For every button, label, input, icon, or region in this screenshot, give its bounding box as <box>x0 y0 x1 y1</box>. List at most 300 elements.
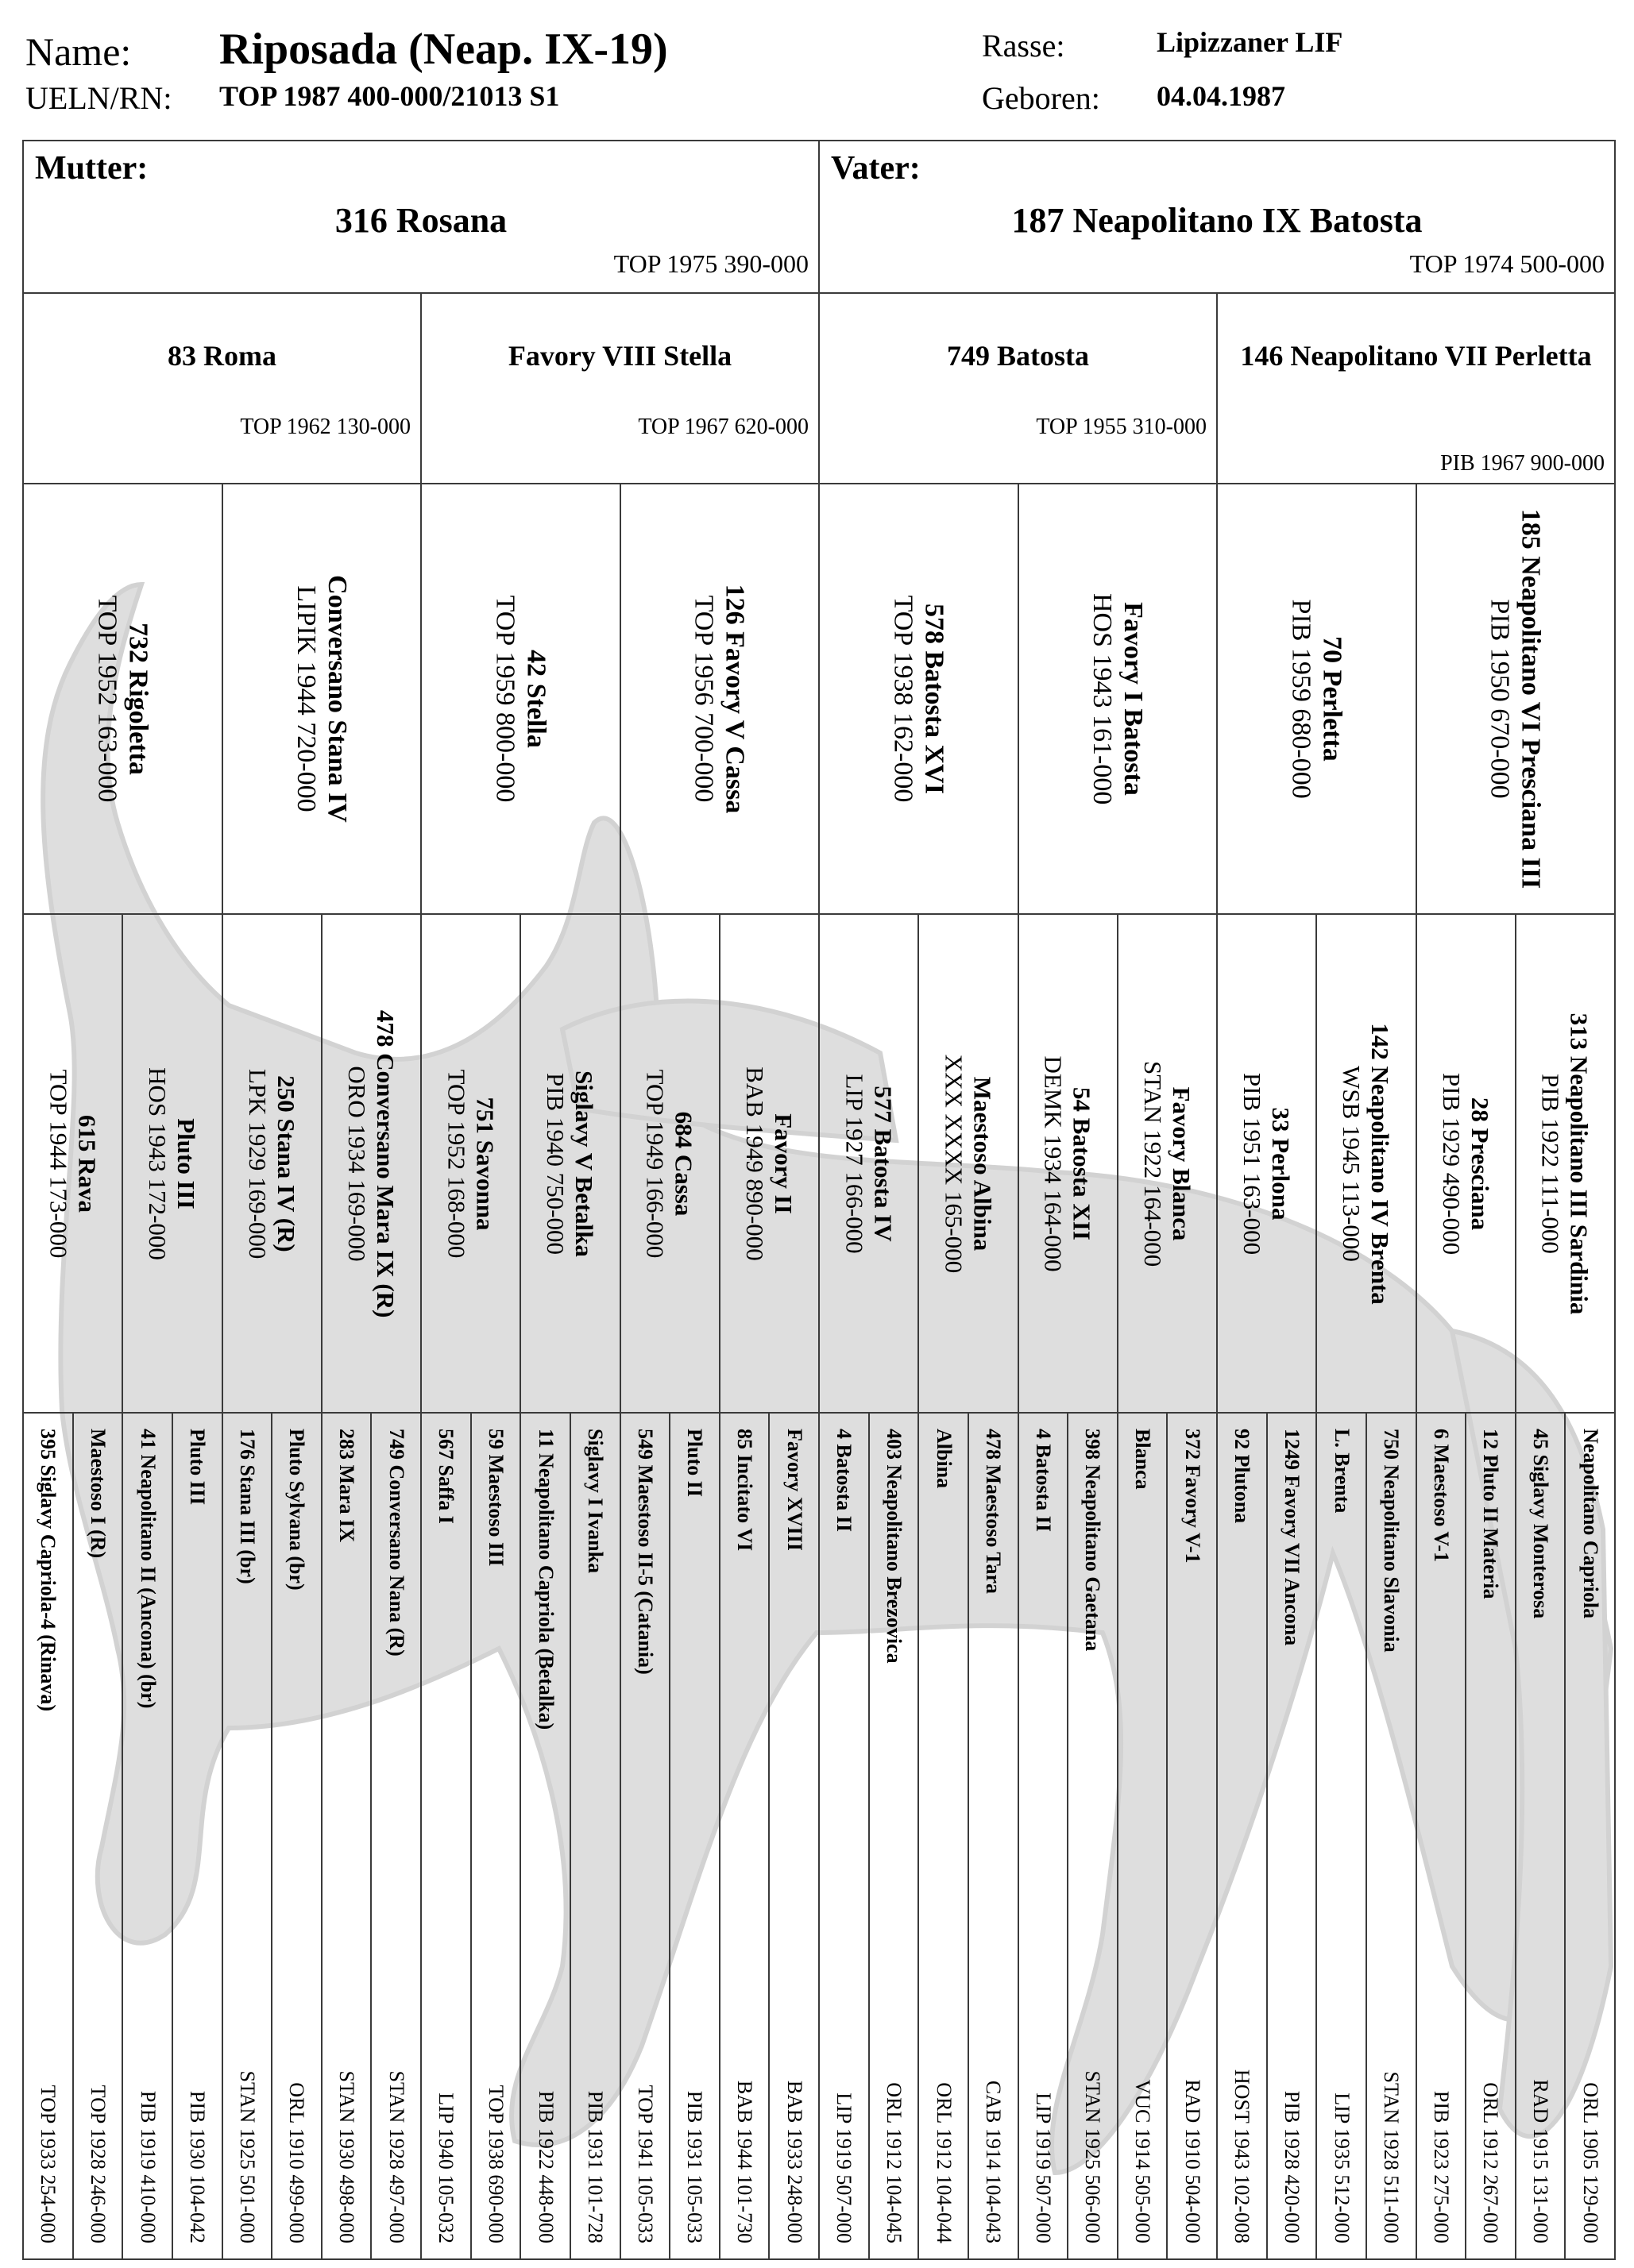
registration-number: LIP 1919 507-000 <box>832 2092 856 2243</box>
gg-grandparent-cell <box>1117 913 1218 1414</box>
entry-text <box>91 596 153 803</box>
entry-text <box>534 1429 558 2243</box>
horse-name: 11 Neapolitano Capriola (Betalka) <box>534 1429 558 1730</box>
ggg-grandparent-cell <box>719 1412 771 2260</box>
rotated-entry <box>244 1069 300 1259</box>
ggg-grandparent-cell <box>72 1412 124 2260</box>
rotated-entry <box>1537 1012 1593 1314</box>
rotated-entry <box>185 1429 209 2243</box>
rotated-entry <box>1528 1429 1552 2243</box>
registration-number: LIP 1919 507-000 <box>1031 2092 1055 2243</box>
horse-name: Maestoso I (R) <box>86 1429 110 1559</box>
horse-name: 6 Maestoso V-1 <box>1429 1429 1453 1563</box>
ggg-grandparent-cell <box>321 1412 373 2260</box>
horse-name: 567 Saffa I <box>435 1429 458 1524</box>
horse-name: 478 Conversano Mara IX (R) <box>371 1009 400 1317</box>
gg-grandparent-cell <box>1515 913 1616 1414</box>
entry-text <box>36 1429 60 2243</box>
entry-text <box>583 1429 607 2243</box>
rotated-entry <box>489 596 551 803</box>
horse-name: Neapolitano Capriola <box>1578 1429 1602 1619</box>
grandparent-reg: TOP 1962 130-000 <box>240 415 411 439</box>
registration-number: VUC 1914 505-000 <box>1131 2079 1155 2243</box>
horse-name: Favory I Batosta <box>1118 602 1148 796</box>
registration-number: PIB 1929 490-000 <box>1437 1072 1466 1255</box>
horse-name: 549 Maestoso II-5 (Catania) <box>633 1429 657 1675</box>
registration-number: LIP 1940 105-032 <box>435 2092 458 2243</box>
rotated-entry <box>1180 1429 1204 2243</box>
ggg-grandparent-cell <box>818 1412 870 2260</box>
entry-text <box>1485 509 1547 889</box>
gg-grandparent-cell <box>1018 913 1118 1414</box>
grandparent-cell <box>22 292 422 484</box>
ggg-grandparent-cell <box>271 1412 323 2260</box>
horse-name: 751 Savonna <box>471 1097 500 1230</box>
horse-name: Conversano Stana IV <box>322 575 352 823</box>
horse-name: 398 Neapolitano Gaetana <box>1081 1429 1105 1652</box>
registration-number: TOP 1952 163-000 <box>92 595 122 803</box>
horse-name: Albina <box>932 1429 956 1489</box>
entry-text <box>44 1069 101 1258</box>
rotated-entry <box>741 1066 798 1261</box>
entry-text <box>633 1429 657 2243</box>
grandparent-reg: TOP 1955 310-000 <box>1036 415 1207 439</box>
name-label: Name: <box>25 29 132 74</box>
ggg-grandparent-cell <box>1416 1412 1467 2260</box>
registration-number: XXX XXXX 165-000 <box>940 1054 968 1273</box>
ggg-grandparent-cell <box>1216 1412 1268 2260</box>
registration-number: PIB 1951 163-000 <box>1238 1072 1267 1255</box>
registration-number: STAN 1922 164-000 <box>1139 1060 1168 1267</box>
rotated-entry <box>1087 593 1149 804</box>
registration-number: LPK 1929 169-000 <box>243 1068 272 1259</box>
rotated-entry <box>384 1429 408 2243</box>
registration-number: TOP 1949 166-000 <box>641 1069 670 1258</box>
registration-number: WSB 1945 113-000 <box>1338 1065 1366 1262</box>
entry-text <box>334 1429 358 2243</box>
registration-number: ORL 1910 499-000 <box>285 2082 309 2243</box>
rotated-entry <box>1130 1429 1154 2243</box>
rotated-entry <box>434 1429 458 2243</box>
breed-label: Rasse: <box>982 28 1065 64</box>
rotated-entry <box>583 1429 607 2243</box>
ggg-grandparent-cell <box>917 1412 969 2260</box>
horse-name: 684 Cassa <box>670 1111 698 1216</box>
ggg-grandparent-cell <box>1018 1412 1069 2260</box>
horse-name: 70 Perletta <box>1317 636 1347 762</box>
rotated-entry <box>542 1070 598 1257</box>
registration-number: HOST 1943 102-008 <box>1230 2069 1254 2243</box>
parent-cell-sire <box>818 140 1616 294</box>
entry-text <box>1437 1073 1493 1255</box>
registration-number: LIP 1935 512-000 <box>1330 2092 1354 2243</box>
registration-number: TOP 1959 800-000 <box>490 595 520 803</box>
registration-number: BAB 1944 101-730 <box>733 2080 757 2243</box>
entry-text <box>1031 1429 1055 2243</box>
registration-number: CAB 1914 104-043 <box>982 2080 1006 2243</box>
dam-name: 316 Rosana <box>334 201 508 240</box>
horse-name: 578 Batosta XVI <box>919 604 949 794</box>
entry-text <box>840 1074 897 1253</box>
entry-text <box>1087 593 1149 804</box>
ueln-label: UELN/RN: <box>25 80 172 116</box>
entry-text <box>291 575 353 823</box>
great-grandparent-cell <box>1018 483 1219 915</box>
horse-name: 4 Batosta II <box>832 1429 856 1533</box>
gg-grandparent-cell <box>321 913 422 1414</box>
registration-number: LIP 1927 166-000 <box>840 1074 869 1254</box>
rotated-entry <box>689 584 751 814</box>
rotated-entry <box>291 575 353 823</box>
great-grandparent-cell <box>1216 483 1417 915</box>
ggg-grandparent-cell <box>1366 1412 1417 2260</box>
breed-value: Lipizzaner LIF <box>1157 26 1343 58</box>
rotated-entry <box>642 1069 698 1258</box>
great-grandparent-cell <box>620 483 821 915</box>
rotated-entry <box>1330 1429 1354 2243</box>
gg-grandparent-cell <box>917 913 1018 1414</box>
rotated-entry <box>932 1429 956 2243</box>
registration-number: RAD 1915 131-000 <box>1529 2079 1553 2243</box>
rotated-entry <box>86 1429 110 2243</box>
horse-name: Maestoso Albina <box>968 1076 997 1251</box>
horse-name: 4 Batosta II <box>1031 1429 1055 1533</box>
registration-number: TOP 1938 690-000 <box>484 2085 508 2243</box>
rotated-entry <box>1379 1429 1403 2243</box>
horse-name: 403 Neapolitano Brezovica <box>882 1429 906 1664</box>
ggg-grandparent-cell <box>669 1412 720 2260</box>
horse-name: 59 Maestoso III <box>484 1429 508 1567</box>
ggg-grandparent-cell <box>370 1412 422 2260</box>
entry-text <box>1338 1023 1394 1305</box>
registration-number: ORO 1934 169-000 <box>343 1065 372 1262</box>
entry-text <box>86 1429 110 2243</box>
horse-name: Favory Blanca <box>1167 1086 1196 1240</box>
rotated-entry <box>1429 1429 1453 2243</box>
gg-grandparent-cell <box>22 913 123 1414</box>
entry-text <box>1139 1061 1196 1267</box>
registration-number: TOP 1944 173-000 <box>44 1069 73 1258</box>
entry-text <box>1280 1429 1304 2243</box>
born-value: 04.04.1987 <box>1157 80 1285 112</box>
registration-number: PIB 1931 101-728 <box>584 2090 608 2243</box>
registration-number: DEMK 1934 164-000 <box>1039 1055 1068 1272</box>
registration-number: ORL 1905 129-000 <box>1578 2082 1602 2243</box>
horse-name: 142 Neapolitano IV Brenta <box>1366 1022 1395 1305</box>
entry-text <box>442 1069 499 1258</box>
horse-name: Pluto III <box>186 1429 210 1506</box>
gg-grandparent-cell <box>420 913 521 1414</box>
rotated-entry <box>91 596 153 803</box>
ggg-grandparent-cell <box>1266 1412 1318 2260</box>
horse-name: 33 Perlona <box>1267 1106 1296 1221</box>
entry-text <box>235 1429 259 2243</box>
sire-name: 187 Neapolitano IX Batosta <box>1011 201 1423 240</box>
registration-number: HOS 1943 172-000 <box>144 1066 172 1260</box>
entry-text <box>882 1429 906 2243</box>
registration-number: STAN 1928 497-000 <box>384 2070 408 2243</box>
horse-name: 42 Stella <box>521 650 551 748</box>
rotated-entry <box>1478 1429 1502 2243</box>
entry-text <box>1330 1429 1354 2243</box>
registration-number: PIB 1931 105-033 <box>683 2090 707 2243</box>
gg-grandparent-cell <box>818 913 919 1414</box>
registration-number: STAN 1928 511-000 <box>1380 2071 1404 2243</box>
rotated-entry <box>1139 1061 1196 1267</box>
registration-number: TOP 1938 162-000 <box>888 595 918 803</box>
rotated-entry <box>782 1429 806 2243</box>
entry-text <box>1285 600 1347 799</box>
registration-number: PIB 1922 448-000 <box>534 2090 558 2243</box>
ggg-grandparent-cell <box>122 1412 173 2260</box>
horse-name: 85 Incitato VI <box>733 1429 757 1552</box>
entry-text <box>1479 1429 1503 2243</box>
horse-name: Pluto III <box>172 1117 201 1209</box>
great-grandparent-cell <box>818 483 1019 915</box>
gg-grandparent-cell <box>1216 913 1317 1414</box>
horse-name: 283 Mara IX <box>335 1429 359 1542</box>
horse-name: 1249 Favory VII Ancona <box>1280 1429 1304 1646</box>
grandparent-name: Favory VIII Stella <box>508 340 732 372</box>
rotated-entry <box>732 1429 756 2243</box>
horse-name: Favory XVIII <box>782 1429 806 1551</box>
great-grandparent-cell <box>222 483 423 915</box>
gg-grandparent-cell <box>620 913 720 1414</box>
horse-name: Pluto Sylvana (br) <box>285 1429 309 1591</box>
gg-grandparent-cell <box>1416 913 1516 1414</box>
registration-number: STAN 1925 506-000 <box>1081 2070 1105 2243</box>
registration-number: ORL 1912 104-044 <box>932 2082 956 2243</box>
entry-text <box>1230 1429 1254 2243</box>
rotated-entry <box>442 1069 499 1258</box>
horse-name: 41 Neapolitano II (Ancona) (br) <box>136 1429 160 1709</box>
registration-number: ORL 1912 104-045 <box>882 2082 906 2243</box>
ggg-grandparent-cell <box>22 1412 74 2260</box>
grandparent-reg: PIB 1967 900-000 <box>1440 451 1605 476</box>
entry-text <box>1039 1055 1095 1271</box>
ggg-grandparent-cell <box>570 1412 621 2260</box>
gg-grandparent-cell <box>222 913 323 1414</box>
rotated-entry <box>1438 1073 1494 1255</box>
grandparent-cell <box>818 292 1218 484</box>
horse-name: 28 Presciana <box>1466 1097 1494 1230</box>
horse-name: 250 Stana IV (R) <box>272 1074 300 1252</box>
great-grandparent-cell <box>1416 483 1617 915</box>
rotated-entry <box>1280 1429 1304 2243</box>
registration-number: STAN 1930 498-000 <box>335 2070 359 2243</box>
grandparent-name: 146 Neapolitano VII Perletta <box>1240 340 1592 372</box>
rotated-entry <box>1230 1429 1254 2243</box>
ueln-value: TOP 1987 400-000/21013 S1 <box>219 80 560 112</box>
rotated-entry <box>633 1429 657 2243</box>
horse-name: 92 Plutona <box>1230 1429 1254 1524</box>
entry-text <box>243 1069 299 1259</box>
horse-name: Pluto II <box>683 1429 707 1497</box>
registration-number: TOP 1952 168-000 <box>442 1069 471 1258</box>
horse-name: 749 Conversano Nana (R) <box>384 1429 408 1657</box>
horse-name: L. Brenta <box>1330 1429 1354 1514</box>
entry-text <box>484 1429 508 2243</box>
ggg-grandparent-cell <box>1564 1412 1616 2260</box>
rotated-entry <box>36 1429 60 2243</box>
registration-number: HOS 1943 161-000 <box>1087 593 1117 805</box>
rotated-entry <box>887 596 949 803</box>
entry-text <box>1528 1429 1552 2243</box>
horse-name: 395 Siglavy Capriola-4 (Rinava) <box>37 1429 60 1712</box>
pedigree-table <box>22 140 1614 2258</box>
horse-name: 12 Pluto II Materia <box>1479 1429 1503 1599</box>
entry-text <box>1537 1012 1593 1314</box>
grandparent-cell <box>1216 292 1616 484</box>
entry-text <box>136 1429 160 2243</box>
horse-name: 372 Favory V-1 <box>1180 1429 1204 1564</box>
registration-number: TOP 1928 246-000 <box>86 2085 110 2243</box>
rotated-entry <box>840 1074 897 1253</box>
rotated-entry <box>1238 1073 1295 1255</box>
rotated-entry <box>940 1054 996 1273</box>
rotated-entry <box>882 1429 906 2243</box>
rotated-entry <box>832 1429 856 2243</box>
registration-number: RAD 1910 504-000 <box>1180 2079 1204 2243</box>
horse-name: 750 Neapolitano Slavonia <box>1380 1429 1404 1653</box>
entry-text <box>285 1429 309 2243</box>
entry-text <box>641 1069 697 1258</box>
entry-text <box>1180 1429 1204 2243</box>
registration-number: PIB 1940 750-000 <box>542 1072 570 1255</box>
grandparent-name: 83 Roma <box>168 340 276 372</box>
ggg-grandparent-cell <box>768 1412 820 2260</box>
entry-text <box>542 1070 598 1257</box>
ggg-grandparent-cell <box>470 1412 522 2260</box>
ggg-grandparent-cell <box>968 1412 1019 2260</box>
rotated-entry <box>534 1429 558 2243</box>
entry-text <box>1238 1073 1295 1255</box>
entry-text <box>489 596 551 803</box>
ggg-grandparent-cell <box>1465 1412 1516 2260</box>
ggg-grandparent-cell <box>1117 1412 1169 2260</box>
gg-grandparent-cell <box>719 913 820 1414</box>
ggg-grandparent-cell <box>1515 1412 1566 2260</box>
rotated-entry <box>1080 1429 1104 2243</box>
rotated-entry <box>1285 600 1347 799</box>
rotated-entry <box>284 1429 308 2243</box>
gg-grandparent-cell <box>520 913 620 1414</box>
registration-number: STAN 1925 501-000 <box>235 2070 259 2243</box>
entry-text <box>434 1429 458 2243</box>
horse-name: Blanca <box>1131 1429 1155 1490</box>
ggg-grandparent-cell <box>1067 1412 1118 2260</box>
registration-number: ORL 1912 267-000 <box>1479 2082 1503 2243</box>
entry-text <box>940 1054 996 1273</box>
ggg-grandparent-cell <box>1166 1412 1218 2260</box>
registration-number: TOP 1941 105-033 <box>633 2085 657 2243</box>
entry-text <box>144 1067 200 1260</box>
horse-name: Siglavy I Ivanka <box>584 1429 608 1574</box>
horse-name: 478 Maestoso Tara <box>982 1429 1006 1594</box>
dam-reg: TOP 1975 390-000 <box>613 249 809 278</box>
registration-number: TOP 1933 254-000 <box>37 2085 60 2243</box>
entry-text <box>1578 1429 1602 2243</box>
horse-name: Favory II <box>769 1113 798 1214</box>
registration-number: PIB 1930 104-042 <box>186 2090 210 2243</box>
sire-label: Vater: <box>831 150 921 187</box>
entry-text <box>689 584 751 814</box>
rotated-entry <box>334 1429 358 2243</box>
entry-text <box>1081 1429 1105 2243</box>
rotated-entry <box>343 1010 400 1317</box>
horse-name: 54 Batosta XII <box>1068 1086 1096 1240</box>
registration-number: PIB 1928 420-000 <box>1280 2090 1304 2243</box>
entry-text <box>981 1429 1005 2243</box>
rotated-entry <box>1031 1429 1055 2243</box>
grandparent-name: 749 Batosta <box>947 340 1089 372</box>
horse-name: 126 Favory V Cassa <box>720 584 750 814</box>
parent-cell-dam <box>22 140 820 294</box>
rotated-entry <box>136 1429 160 2243</box>
rotated-entry <box>235 1429 259 2243</box>
registration-number: PIB 1950 670-000 <box>1485 599 1515 799</box>
horse-name: 313 Neapolitano III Sardinia <box>1565 1012 1593 1314</box>
registration-number: PIB 1922 111-000 <box>1537 1073 1566 1254</box>
registration-number: BAB 1933 248-000 <box>782 2080 806 2243</box>
ggg-grandparent-cell <box>1315 1412 1367 2260</box>
ggg-grandparent-cell <box>420 1412 472 2260</box>
horse-name: 615 Rava <box>73 1114 102 1213</box>
rotated-entry <box>981 1429 1005 2243</box>
horse-name: 577 Batosta IV <box>869 1085 898 1242</box>
registration-number: PIB 1959 680-000 <box>1286 599 1316 799</box>
horse-name: 176 Stana III (br) <box>235 1429 259 1584</box>
entry-text <box>185 1429 209 2243</box>
rotated-entry <box>1338 1023 1394 1305</box>
entry-text <box>1379 1429 1403 2243</box>
registration-number: LIPIK 1944 720-000 <box>291 585 321 812</box>
rotated-entry <box>144 1067 200 1260</box>
entry-text <box>683 1429 707 2243</box>
rotated-entry <box>1485 509 1547 889</box>
entry-text <box>343 1010 400 1317</box>
entry-text <box>832 1429 856 2243</box>
dam-label: Mutter: <box>35 150 149 187</box>
registration-number: PIB 1919 410-000 <box>136 2090 160 2243</box>
rotated-entry <box>44 1069 101 1258</box>
registration-number: BAB 1949 890-000 <box>741 1066 770 1261</box>
sire-reg: TOP 1974 500-000 <box>1409 249 1605 278</box>
entry-text <box>732 1429 756 2243</box>
ggg-grandparent-cell <box>620 1412 671 2260</box>
registration-number: TOP 1956 700-000 <box>689 595 719 803</box>
entry-text <box>1429 1429 1453 2243</box>
ggg-grandparent-cell <box>520 1412 571 2260</box>
horse-name: 732 Rigoletta <box>123 623 153 775</box>
rotated-entry <box>1040 1055 1096 1271</box>
horse-name: Siglavy V Betalka <box>570 1070 599 1257</box>
gg-grandparent-cell <box>1315 913 1416 1414</box>
ggg-grandparent-cell <box>868 1412 920 2260</box>
registration-number: PIB 1923 275-000 <box>1429 2090 1453 2243</box>
entry-text <box>741 1066 798 1261</box>
entry-text <box>1130 1429 1154 2243</box>
horse-name: 45 Siglavy Monterosa <box>1529 1429 1553 1619</box>
entry-text <box>887 596 949 803</box>
grandparent-cell <box>420 292 820 484</box>
born-label: Geboren: <box>982 80 1100 116</box>
entry-text <box>384 1429 408 2243</box>
ggg-grandparent-cell <box>172 1412 223 2260</box>
rotated-entry <box>1578 1429 1602 2243</box>
horse-name: Riposada (Neap. IX-19) <box>219 25 668 74</box>
great-grandparent-cell <box>420 483 621 915</box>
